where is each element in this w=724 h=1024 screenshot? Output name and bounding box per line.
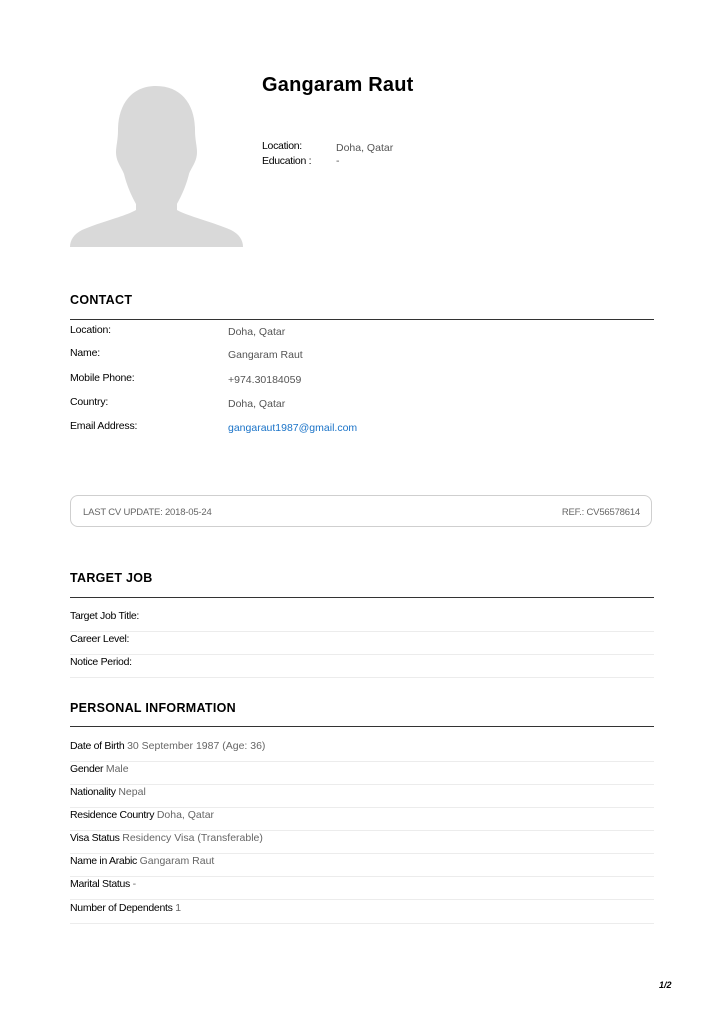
person-silhouette-icon: [70, 82, 243, 247]
target-job-section-title: TARGET JOB: [70, 571, 153, 585]
profile-photo-placeholder: [70, 82, 243, 247]
field-label: Name in Arabic: [70, 855, 140, 867]
header-location-label: Location:: [262, 140, 302, 152]
field-value: Male: [105, 763, 129, 775]
field-value: Gangaram Raut: [139, 855, 215, 867]
contact-label: Location:: [70, 324, 111, 336]
cv-reference: REF.: CV56578614: [561, 507, 640, 518]
field-value: -: [132, 878, 137, 890]
contact-value: Gangaram Raut: [228, 349, 303, 361]
personal-info-row: [70, 854, 654, 877]
field-label: Gender: [70, 763, 106, 775]
personal-info-section-divider: [70, 726, 654, 727]
contact-section-title: CONTACT: [70, 293, 133, 307]
contact-label: Mobile Phone:: [70, 372, 135, 384]
field-label: Visa Status: [70, 832, 123, 844]
field-label: Nationality: [70, 786, 119, 798]
target-job-row: [70, 655, 654, 678]
field-value: 30 September 1987 (Age: 36): [127, 740, 266, 752]
field-value: 1: [175, 902, 182, 914]
personal-info-row: [70, 785, 654, 808]
page-number: 1/2: [659, 980, 672, 990]
field-label: Residence Country: [70, 809, 157, 821]
field-label: Marital Status: [70, 878, 133, 890]
email-link[interactable]: gangaraut1987@gmail.com: [228, 422, 358, 434]
contact-section-divider: [70, 319, 654, 320]
contact-label: Country:: [70, 396, 109, 408]
personal-info-row: [70, 739, 654, 762]
contact-label: Email Address:: [70, 420, 138, 432]
header-location-value: Doha, Qatar: [336, 142, 394, 154]
contact-value: +974.30184059: [228, 374, 302, 386]
field-value: Nepal: [118, 786, 146, 798]
contact-label: Name:: [70, 347, 100, 359]
field-value: Residency Visa (Transferable): [122, 832, 263, 844]
personal-info-row: [70, 808, 654, 831]
field-label: Target Job Title:: [70, 610, 140, 622]
header-education-row: [262, 155, 393, 170]
last-cv-update: LAST CV UPDATE: 2018-05-24: [83, 507, 212, 518]
personal-info-row: [70, 762, 654, 785]
candidate-name: Gangaram Raut: [262, 74, 414, 96]
field-label: Number of Dependents: [70, 902, 176, 914]
contact-value: Doha, Qatar: [228, 398, 286, 410]
personal-info-row: [70, 901, 654, 924]
contact-value: Doha, Qatar: [228, 326, 286, 338]
target-job-row: [70, 632, 654, 655]
header-location-row: [262, 140, 393, 155]
personal-info-section-title: PERSONAL INFORMATION: [70, 701, 236, 715]
header-education-label: Education :: [262, 155, 312, 167]
header-meta: [262, 140, 393, 170]
personal-info-row: [70, 831, 654, 854]
target-job-section-divider: [70, 597, 654, 598]
field-label: Notice Period:: [70, 656, 132, 668]
field-label: Date of Birth: [70, 740, 128, 752]
field-value: Doha, Qatar: [156, 809, 215, 821]
cv-update-box: [70, 495, 652, 527]
header-education-value: -: [336, 155, 340, 167]
target-job-row: [70, 609, 654, 632]
personal-info-row: [70, 877, 654, 900]
field-label: Career Level:: [70, 633, 130, 645]
